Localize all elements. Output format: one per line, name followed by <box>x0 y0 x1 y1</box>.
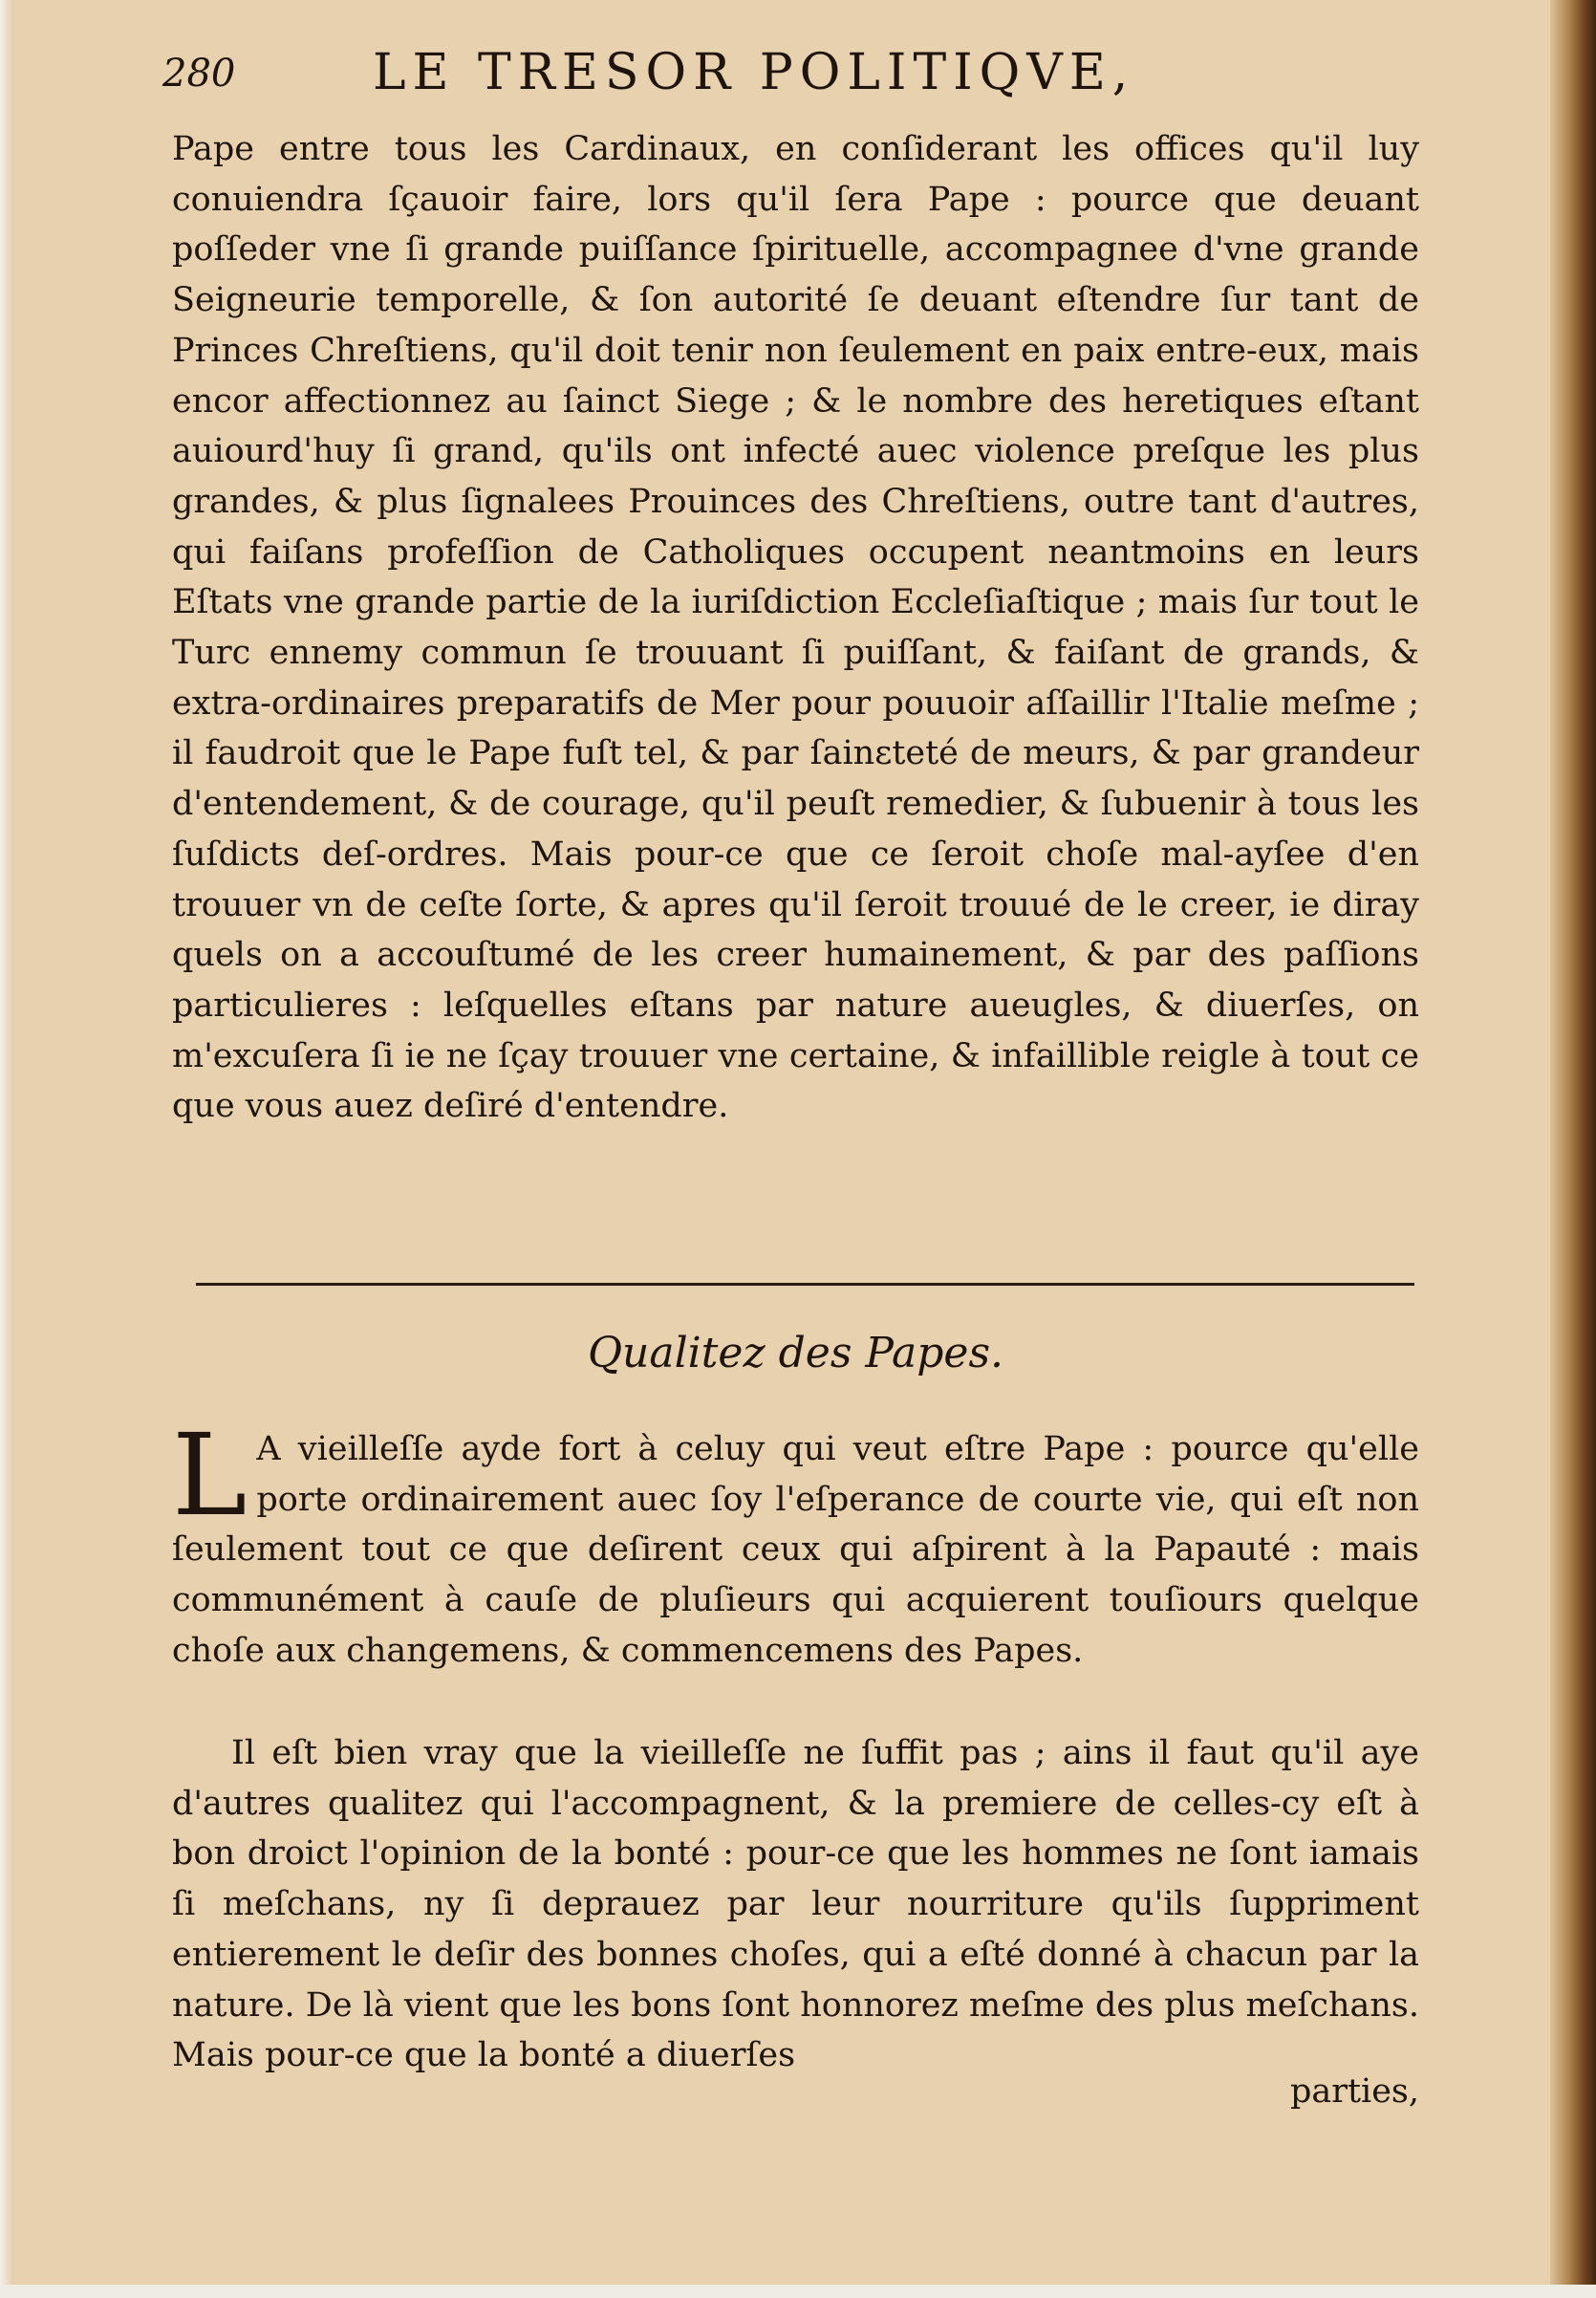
section-heading: Qualitez des Papes. <box>587 1329 1004 1377</box>
drop-cap: L <box>172 1409 248 1541</box>
paragraph-opening <box>172 1409 1419 1677</box>
running-title: LE TRESOR POLITIQVE, <box>373 44 1135 101</box>
book-spine-edge <box>1550 0 1596 2298</box>
paragraph-opening-text: A vieilleſſe ayde fort à celuy qui veut eſtre Pape : pource qu'elle porte ordinairement auec ſoy l'eſperance de courte vie, qui eſt non ſeulement tout ce que deſirent ceux qui aſpirent à la Papauté : mais communément à cauſe de pluſieurs qui acquierent touſiours quelque choſe aux changemens, & commencemens des Papes. <box>172 1430 1419 1670</box>
paragraph-continued: Pape entre tous les Cardinaux, en conſiderant les offices qu'il luy conuiendra ſçauoir faire, lors qu'il ſera Pape : pource que deuant poſſeder vne ſi grande puiſſance ſpirituelle, accompagnee d'vne grande Seigneurie temporelle, & ſon autorité ſe deuant eſtendre ſur tant de Princes Chreſtiens, qu'il doit tenir non ſeulement en paix entre-eux, mais encor affectionnez au ſainct Siege ; & le nombre des heretiques eſtant auiourd'huy ſi grand, qu'ils ont infecté auec violence preſque les plus grandes, & plus ſignalees Prouinces des Chreſtiens, outre tant d'autres, qui faiſans profeſſion de Catholiques occupent neantmoins en leurs Eſtats vne grande partie de la iuriſdiction Eccleſiaſtique ; mais ſur tout le Turc ennemy commun ſe trouuant ſi puiſſant, & faiſant de grands, & extra-ordinaires preparatifs de Mer pour pouuoir aſſaillir l'Italie meſme ; il faudroit que le Pape fuſt tel, & par ſainɛteté de meurs, & par grandeur d'entendement, & de courage, qu'il peuſt remedier, & ſubuenir à tous les ſuſdicts deſ-ordres. Mais pour-ce que ce ſeroit choſe mal-ayſee d'en trouuer vn de ceſte ſorte, & apres qu'il ſeroit trouué de le creer, ie diray quels on a accouſtumé de les creer humainement, & par des paſſions particulieres : leſquelles eſtans par nature aueugles, & diuerſes, on m'excuſera ſi ie ne ſçay trouuer vne certaine, & infaillible reigle à tout ce que vous auez deſiré d'entendre. <box>172 130 1419 1126</box>
page-left-edge <box>0 0 13 2298</box>
running-head <box>162 38 1424 115</box>
page-number: 280 <box>162 52 236 96</box>
section-divider-rule <box>196 1283 1414 1286</box>
paragraph-second: Il eſt bien vray que la vieilleſſe ne ſuffit pas ; ains il faut qu'il aye d'autres qualitez qui l'accompagnent, & la premiere de celles-cy eſt à bon droict l'opinion de la bonté : pour-ce que les hommes ne ſont iamais ſi meſchans, ny ſi deprauez par leur nourriture qu'ils ſuppriment entierement le deſir des bonnes choſes, qui a eſté donné à chacun par la nature. De là vient que les bons ſont honnorez meſme des plus meſchans. Mais pour-ce que la bonté a diuerſes <box>172 1734 1419 2075</box>
catchword: parties, <box>1289 2072 1419 2111</box>
page-bottom-edge <box>0 2285 1596 2298</box>
